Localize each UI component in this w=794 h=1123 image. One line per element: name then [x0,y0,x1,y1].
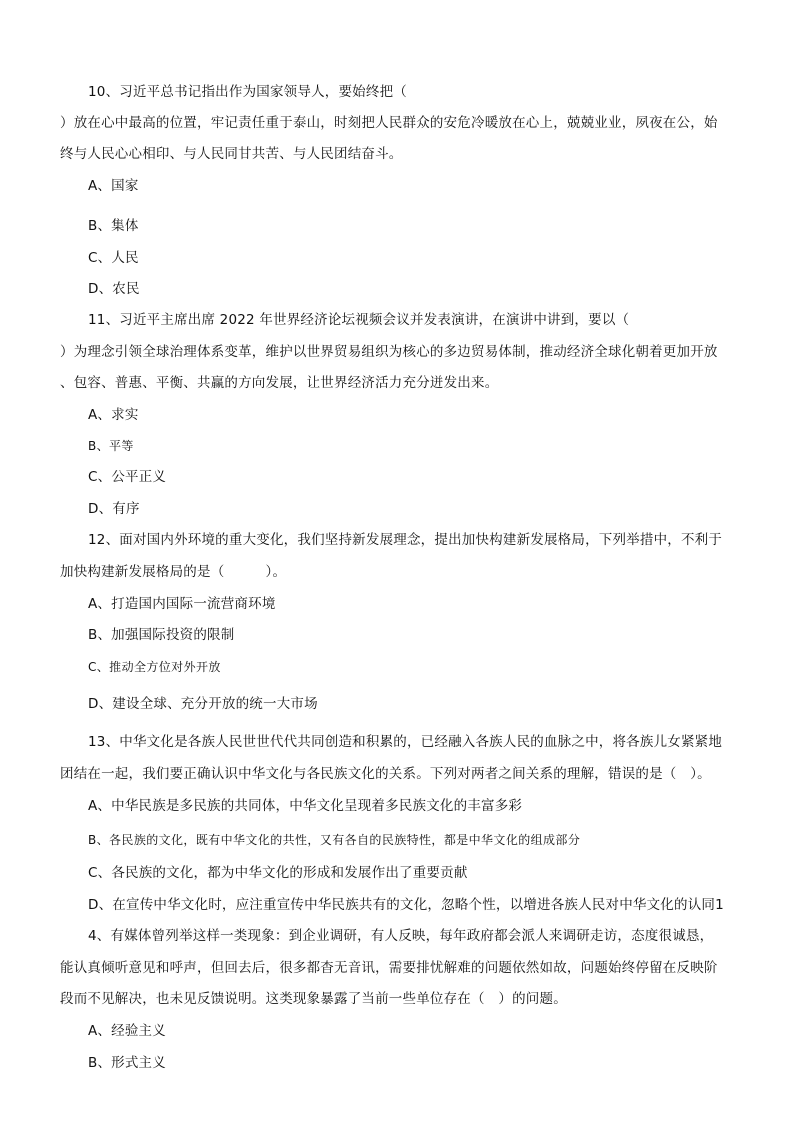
question-14-line-1: 4、有媒体曾列举这样一类现象：到企业调研，有人反映，每年政府都会派人来调研走访，态度很诚恳， [88,928,714,944]
question-12-option-c: C、推动全方位对外开放 [88,660,221,674]
question-13-option-b: B、各民族的文化，既有中华文化的共性，又有各自的民族特性，都是中华文化的组成部分 [88,833,581,847]
question-14-line-2: 能认真倾听意见和呼声，但回去后，很多都杳无音讯，需要排忧解难的问题依然如故，问题始终停留在反映阶 [60,960,718,976]
question-10-option-d: D、农民 [88,281,140,297]
question-10-option-c: C、人民 [88,250,139,266]
question-14-option-b: B、形式主义 [88,1055,166,1071]
question-12-line-2: 加快构建新发展格局的是（ ）。 [60,564,287,580]
question-10-option-b: B、集体 [88,218,139,234]
question-11-line-1: 11、习近平主席出席 2022 年世界经济论坛视频会议并发表演讲，在演讲中讲到，要以（ [88,312,630,328]
question-11-option-c: C、公平正义 [88,469,167,485]
question-11-line-2: ）为理念引领全球治理体系变革，维护以世界贸易组织为核心的多边贸易体制，推动经济全球化朝着更加开放 [60,344,718,360]
question-13-line-2: 团结在一起，我们要正确认识中华文化与各民族文化的关系。下列对两者之间关系的理解，错误的是（ ）。 [60,766,711,782]
question-12-line-1: 12、面对国内外环境的重大变化，我们坚持新发展理念，提出加快构建新发展格局，下列举措中，不利于 [88,532,723,548]
question-11-option-d: D、有序 [88,501,140,517]
question-10-line-3: 终与人民心心相印、与人民同甘共苦、与人民团结奋斗。 [60,146,403,162]
question-14-option-a: A、经验主义 [88,1023,166,1039]
question-11-option-b: B、平等 [88,439,134,453]
question-12-option-d: D、建设全球、充分开放的统一大市场 [88,696,318,712]
question-14-line-3: 段而不见解决，也未见反馈说明。这类现象暴露了当前一些单位存在（ ）的问题。 [60,991,567,1007]
question-13-option-d: D、在宣传中华文化时，应注重宣传中华民族共有的文化，忽略个性，以增进各族人民对中华文化的认同1 [88,897,724,913]
question-13-option-a: A、中华民族是多民族的共同体，中华文化呈现着多民族文化的丰富多彩 [88,798,523,814]
question-12-option-a: A、打造国内国际一流营商环境 [88,596,276,612]
question-11-option-a: A、求实 [88,407,139,423]
question-10-line-1: 10、习近平总书记指出作为国家领导人，要始终把（ [88,84,407,100]
question-10-option-a: A、国家 [88,178,139,194]
question-12-option-b: B、加强国际投资的限制 [88,627,235,643]
question-13-line-1: 13、中华文化是各族人民世世代代共同创造和积累的，已经融入各族人民的血脉之中，将各族儿女紧紧地 [88,734,723,750]
question-13-option-c: C、各民族的文化，都为中华文化的形成和发展作出了重要贡献 [88,865,468,881]
question-11-line-3: 、包容、普惠、平衡、共赢的方向发展，让世界经济活力充分迸发出来。 [60,375,499,391]
question-10-line-2: ）放在心中最高的位置，牢记责任重于泰山，时刻把人民群众的安危冷暖放在心上，兢兢业业，夙夜在公，始 [60,115,718,131]
